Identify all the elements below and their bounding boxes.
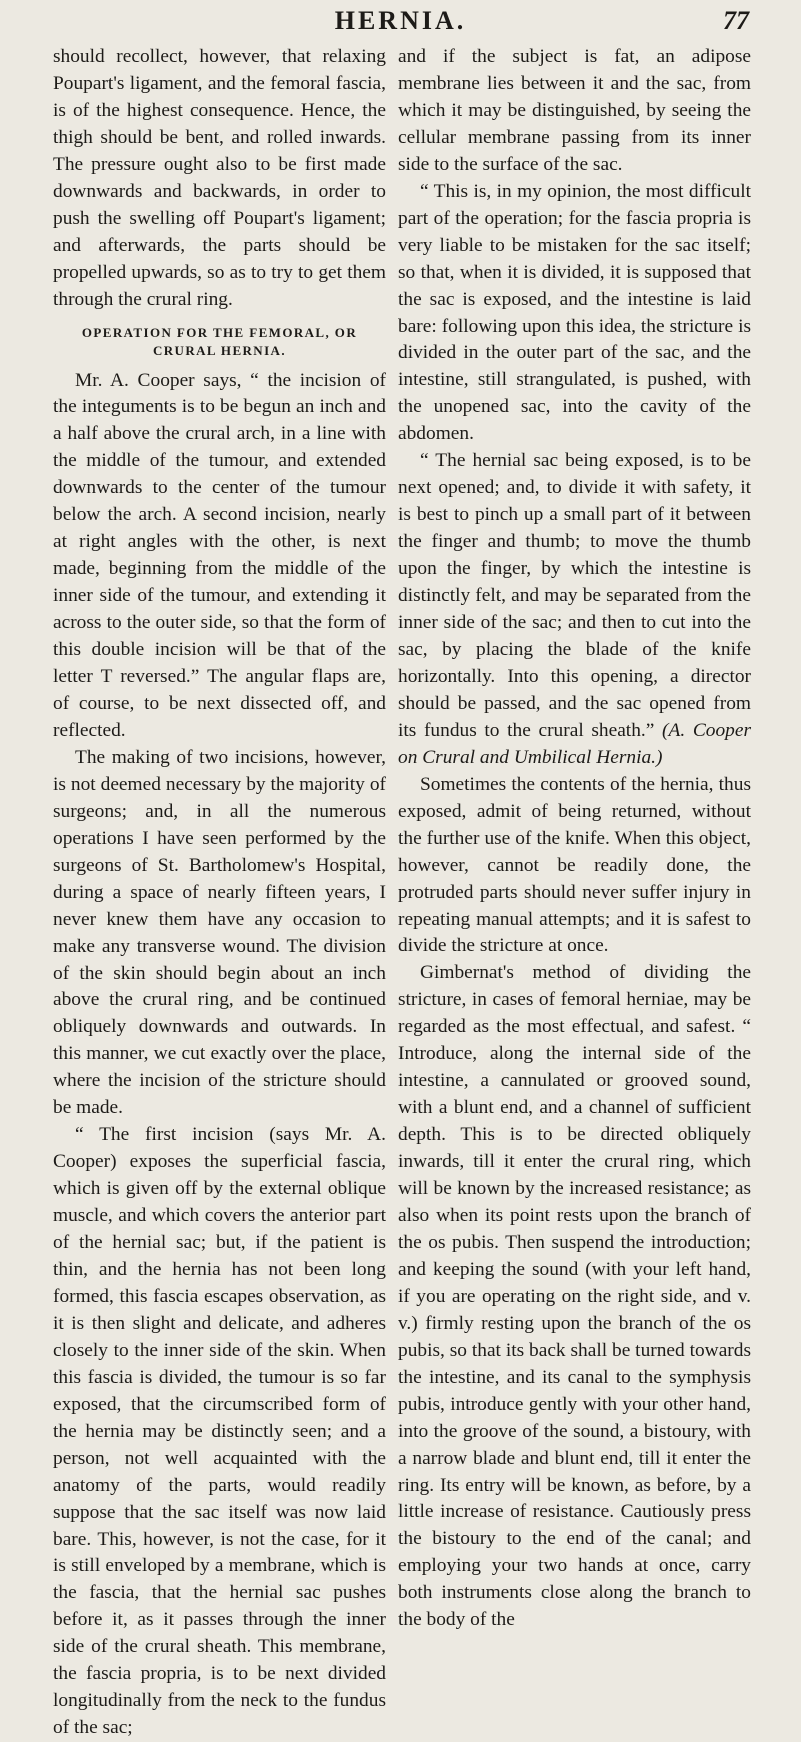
paragraph: should recollect, however, that relaxing Poupart's ligament, and the femoral fascia, is of the highest consequence. Hence, the thigh should be bent, and rolled inwards. The pressure ought also to be first made downwards and backwards, in order to push the swelling off Poupart's ligament; and afterwards, the parts should be propelled upwards, so as to try to get them through the crural ring.: [53, 46, 386, 310]
paragraph: Sometimes the contents of the hernia, thus exposed, admit of being returned, without the further use of the knife. When this object, however, cannot be readily done, the protruded parts should never suffer injury in repeating manual attempts; and it is safest to divide the stricture at once.: [398, 773, 751, 957]
running-header: [0, 2, 801, 42]
paragraph: [398, 448, 751, 771]
paragraph: and if the subject is fat, an adipose membrane lies between it and the sac, from which it may be distinguished, by seeing the cellular membrane passing from its inner side to the surface of the sac.: [398, 46, 751, 175]
paragraph: Gimbernat's method of dividing the stricture, in cases of femoral herniae, may be regarded as the most effectual, and safest. “ Introduce, along the internal side of the intestine, a cannulated or grooved sound, with a blunt end, and a channel of sufficient depth. This is to be directed obliquely inwards, till it enter the crural ring, which will be known by the increased resistance; as also when its point rests upon the branch of the os pubis. Then suspend the introduction; and keeping the sound (with your left hand, if you are operating on the right side, and v. v.) firmly resting upon the branch of the os pubis, so that its back shall be turned towards the intestine, and its canal to the symphysis pubis, introduce gently with your other hand, into the groove of the sound, a bistoury, with a narrow blade and blunt end, till it enter the ring. Its entry will be known, as before, by a little increase of resistance. Cautiously press the bistoury to the end of the canal; and employing your two hands at once, carry both instruments close along the branch to the body of the: [398, 962, 751, 1631]
citation: (A. Cooper on Crural and Umbilical Hernia.): [398, 719, 751, 768]
right-column: [398, 44, 751, 1634]
section-heading: OPERATION FOR THE FEMORAL, OR CRURAL HERNIA.: [81, 324, 358, 358]
paragraph: “ This is, in my opinion, the most difficult part of the operation; for the fascia propria is very liable to be mistaken for the sac itself; so that, when it is divided, it is supposed that the sac is exposed, and the intestine is laid bare: following upon this idea, the stricture is divided in the outer part of the sac, and the intestine, still strangulated, is pushed, with the unopened sac, into the cavity of the abdomen.: [398, 180, 751, 445]
paragraph: Mr. A. Cooper says, “ the incision of the integuments is to be begun an inch and a half above the crural arch, in a line with the middle of the tumour, and extended downwards to the center of the tumour below the arch. A second incision, nearly at right angles with the other, is next made, beginning from the middle of the inner side of the tumour, and extending it across to the outer side, so that the form of this double incision will be that of the letter T reversed.” The angular flaps are, of course, to be next dissected off, and reflected.: [53, 369, 386, 741]
left-column: [53, 44, 386, 1742]
paragraph: The making of two incisions, however, is not deemed necessary by the majority of surgeons; and, in all the numerous operations I have seen performed by the surgeons of St. Bartholomew's Hospital, during a space of nearly fifteen years, I never knew them have any occasion to make any transverse wound. The division of the skin should begin about an inch above the crural ring, and be continued obliquely downwards and outwards. In this manner, we cut exactly over the place, where the incision of the stricture should be made.: [53, 746, 386, 1119]
quoted-text: “ The hernial sac being exposed, is to be next opened; and, to divide it with safety, it is best to pinch up a small part of it between the finger and thumb; to move the thumb upon the finger, by which the intestine is distinctly felt, and may be separated from the inner side of the sac; and then to cut into the sac, by placing the blade of the knife horizontally. Into this opening, a director should be passed, and the sac opened from its fundus to the crural sheath.”: [398, 450, 751, 741]
page-number: 77: [723, 6, 749, 35]
running-title: HERNIA.: [334, 6, 467, 35]
paragraph: “ The first incision (says Mr. A. Cooper) exposes the superficial fascia, which is given off by the external oblique muscle, and which covers the anterior part of the hernial sac; but, if the patient is thin, and the hernia has not been long formed, this fascia escapes observation, as it is then slight and delicate, and adheres closely to the inner side of the skin. When this fascia is divided, the tumour is so far exposed, that the circumscribed form of the hernia may be distinctly seen; and a person, not well acquainted with the anatomy of the parts, would readily suppose that the sac itself was now laid bare. This, however, is not the case, for it is still enveloped by a membrane, which is the fascia, that the hernial sac pushes before it, as it passes through the inner side of the crural sheath. This membrane, the fascia propria, is to be next divided longitudinally from the neck to the fundus of the sac;: [53, 1124, 386, 1739]
